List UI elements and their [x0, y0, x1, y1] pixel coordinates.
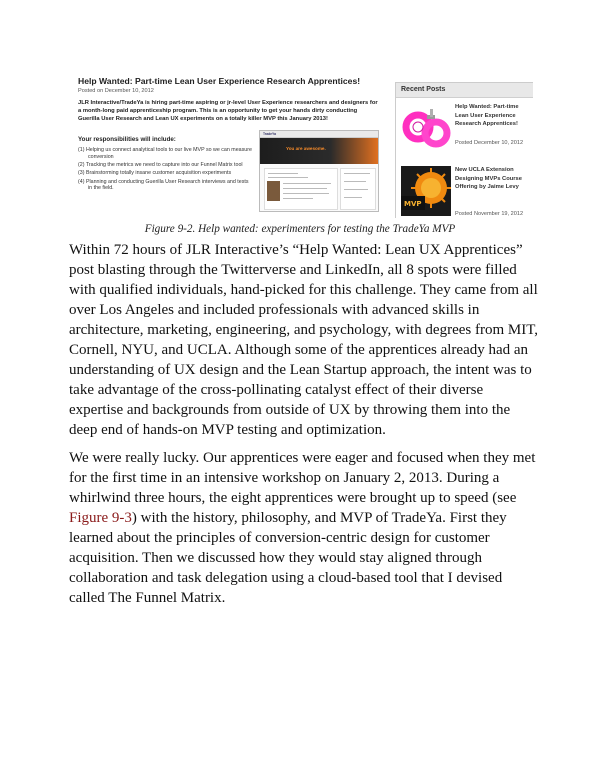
figure-caption: Figure 9-2. Help wanted: experimenters for testing the TradeYa MVP: [144, 223, 456, 235]
pink-handcuffs-image: [401, 103, 451, 153]
screenshot-banner: [260, 138, 378, 164]
paragraph: [69, 448, 539, 608]
ucla-thumb-label: MVP: [404, 200, 422, 208]
responsibilities-heading: Your responsibilities will include:: [78, 136, 176, 143]
figure-9-2: [78, 72, 533, 218]
recent-post-title[interactable]: Help Wanted: Part-time Lean User Experience Research Apprentices!: [455, 104, 519, 127]
recent-posts-heading: Recent Posts: [396, 83, 533, 98]
responsibility-item: (2) Tracking the metrics we need to capture into our Funnel Matrix tool: [78, 162, 243, 169]
responsibility-item: (1) Helping us connect analytical tools to our live MVP so we can measure conversion: [78, 147, 252, 160]
tradeya-logo: TradeYa: [263, 132, 277, 136]
recent-post-date: Posted December 10, 2012: [455, 140, 524, 146]
recent-post-date: Posted November 19, 2012: [455, 211, 524, 217]
recent-post-title[interactable]: New UCLA Extension Designing MVPs Course Offering by Jaime Levy: [455, 167, 522, 190]
figure-9-3-link[interactable]: Figure 9-3: [69, 510, 132, 526]
post-date: Posted on December 10, 2012: [78, 88, 154, 94]
paragraph-text: We were really lucky. Our apprentices were eager and focused when they met for the first time in an intensive workshop on January 2, 2013. During a whirlwind three hours, the eight apprentices were brought up to speed (see: [69, 450, 536, 506]
post-intro: JLR Interactive/TradeYa is hiring part-time aspiring or jr-level User Experience researchers and designers for a month-long paid apprenticeship program. This is an opportunity to get your hands dirty conducting Guerilla User Research and Lean UX experiments on a totally killer MVP this January 2013!: [78, 100, 378, 122]
responsibility-item: (4) Planning and conducting Guerilla User Research interviews and tests in the field.: [78, 178, 249, 192]
screenshot-main-column: [264, 168, 338, 210]
recent-posts-sidebar: [395, 82, 533, 218]
post-title: Help Wanted: Part-time Lean User Experience Research Apprentices!: [78, 76, 361, 86]
recent-post-item[interactable]: [401, 166, 533, 218]
blog-post-excerpt: [78, 72, 378, 218]
paragraph-text: ) with the history, philosophy, and MVP of TradeYa. First they learned about the principles of conversion-centric design for customer acquisition. Then we discussed how they would stay aligned through collaboration and task delegation using a cloud-based tool that I devised called The Funnel Matrix.: [69, 510, 507, 606]
screenshot-top-bar: [260, 131, 378, 138]
screenshot-photo: [267, 181, 280, 201]
body-text: [69, 240, 539, 616]
banner-text: You are awesome.: [286, 146, 326, 151]
screenshot-content: [260, 164, 378, 211]
screenshot-side-column: [340, 168, 376, 210]
responsibilities-list: [78, 147, 253, 194]
tradeya-site-screenshot: [259, 130, 379, 212]
recent-post-item[interactable]: [401, 103, 533, 163]
responsibility-item: (3) Brainstorming totally insane customer acquisition experiments: [78, 170, 232, 177]
ucla-course-image: [401, 166, 451, 216]
paragraph: Within 72 hours of JLR Interactive’s “Help Wanted: Lean UX Apprentices” post blasting through the Twitterverse and LinkedIn, all 8 spots were filled with qualified individuals, hand-picked for this challenge. They came from all over Los Angeles and included professionals with advanced skills in architecture, marketing, engineering, and psychology, with degrees from MIT, Cornell, NYU, and UCLA. Although some of the apprentices already had an understanding of UX design and the Lean Startup approach, the intent was to take advantage of the cross-pollinating catalyst effect of their diverse expertise and backgrounds from outside of UX by throwing them into the deep end of hands-on MVP testing and optimization.: [69, 242, 539, 438]
